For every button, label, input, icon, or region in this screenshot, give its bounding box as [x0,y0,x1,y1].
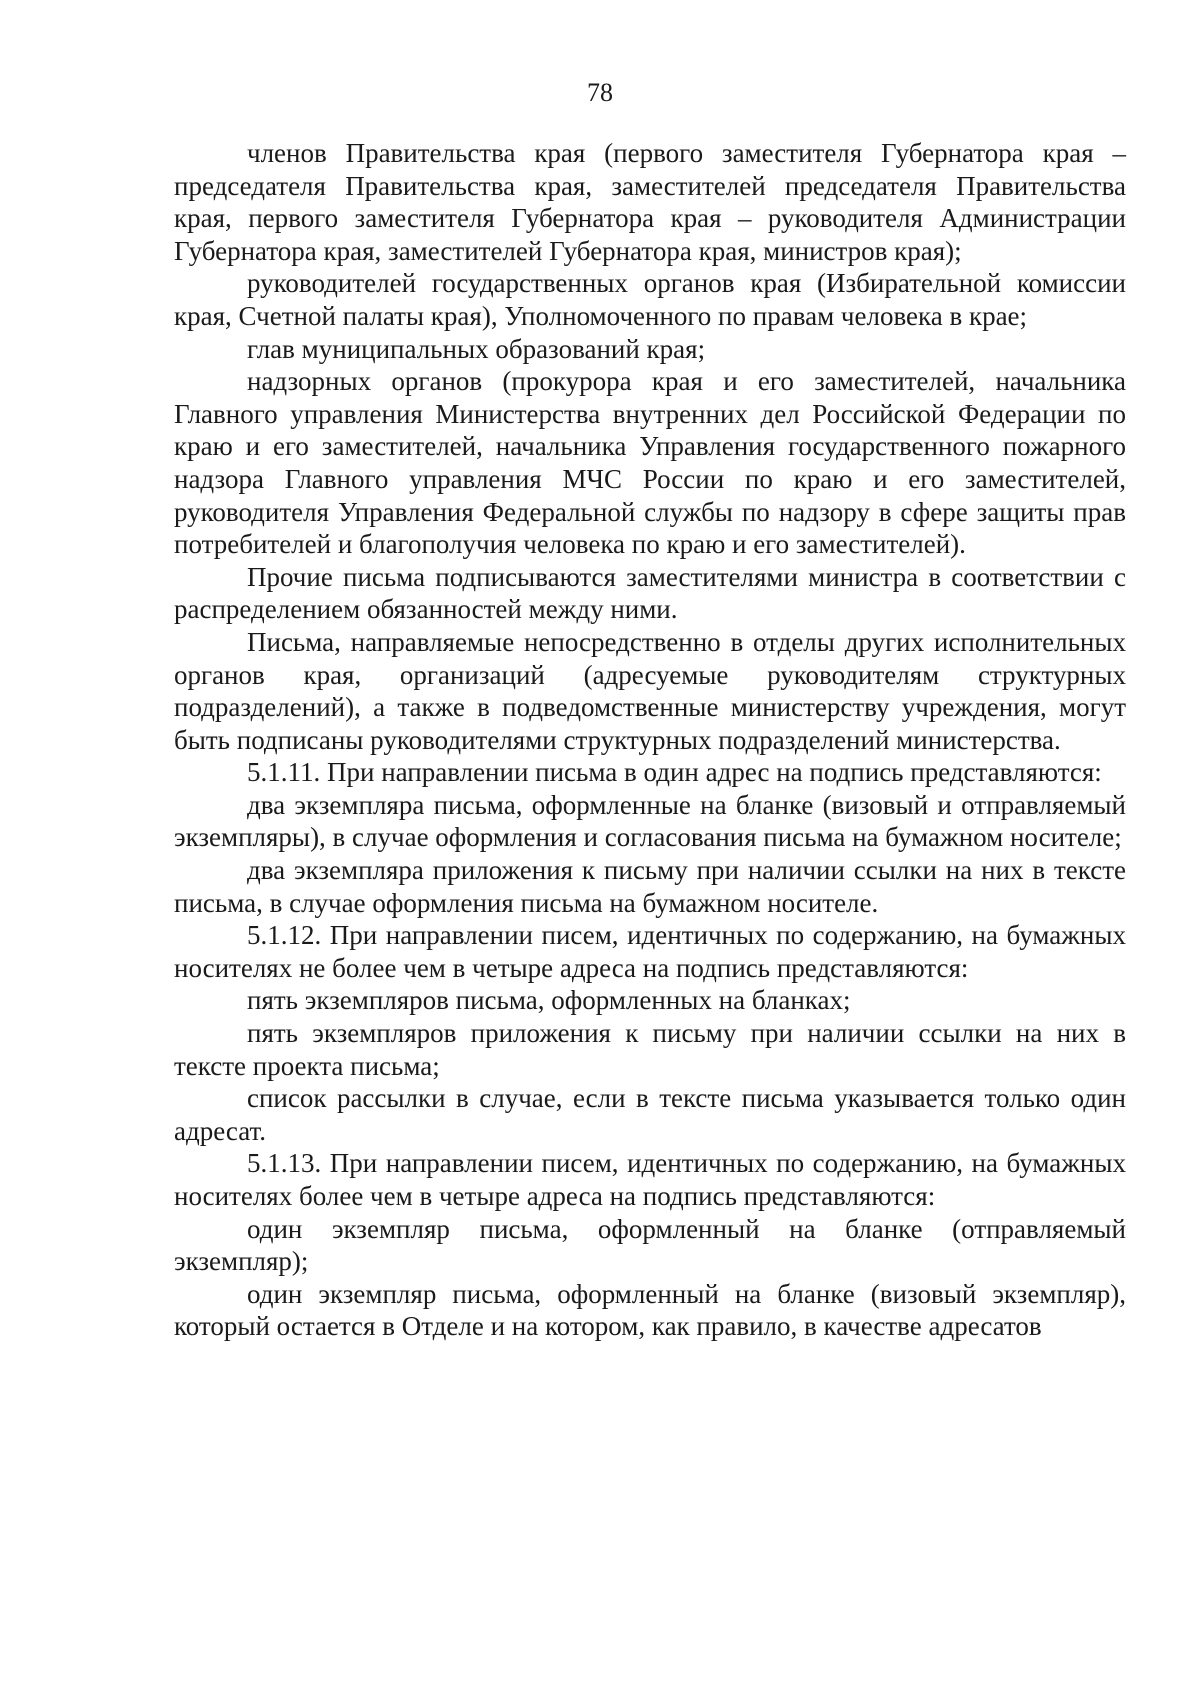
document-body [174,137,1126,1343]
paragraph-heads-of-state-bodies: руководителей государственных органов края (Избирательной комиссии края, Счетной палаты края), Уполномоченного по правам человека в крае; [174,268,1126,331]
paragraph-members-of-government: членов Правительства края (первого заместителя Губернатора края – председателя Правительства края, заместителей председателя Правительства края, первого заместителя Губернатора края – руководителя Администрации Губернатора края, заместителей Губернатора края, министров края); [174,138,1126,266]
paragraph-heads-of-municipalities: глав муниципальных образований края; [247,333,706,364]
paragraph-two-copies-letter: два экземпляра письма, оформленные на бланке (визовый и отправляемый экземпляры), в случае оформления и согласования письма на бумажном носителе; [174,789,1126,853]
paragraph-5-1-13: 5.1.13. При направлении писем, идентичных по содержанию, на бумажных носителях более чем в четыре адреса на подпись представляются: [174,1148,1126,1211]
page-number: 78 [587,78,613,107]
paragraph-other-letters: Прочие письма подписываются заместителями министра в соответствии с распределением обязанностей между ними. [174,561,1126,625]
paragraph-5-1-12: 5.1.12. При направлении писем, идентичных по содержанию, на бумажных носителях не более чем в четыре адреса на подпись представляются: [174,920,1126,983]
paragraph-two-copies-attachment: два экземпляра приложения к письму при наличии ссылки на них в тексте письма, в случае оформления письма на бумажном носителе. [174,855,1126,918]
paragraph-five-copies-letter: пять экземпляров письма, оформленных на бланках; [247,985,851,1016]
paragraph-supervisory-bodies: надзорных органов (прокурора края и его заместителей, начальника Главного управления Министерства внутренних дел Российской Федерации по краю и его заместителей, начальника Управления государственного пожарного надзора Главного управления МЧС России по краю и его заместителей, руководителя Управления Федеральной службы по надзору в сфере защиты прав потребителей и благополучия человека по краю и его заместителей). [174,366,1126,560]
paragraph-distribution-list: список рассылки в случае, если в тексте письма указывается только один адресат. [174,1083,1126,1146]
paragraph-five-copies-attachment: пять экземпляров приложения к письму при наличии ссылки на них в тексте проекта письма; [174,1018,1126,1081]
paragraph-letters-to-departments: Письма, направляемые непосредственно в отделы других исполнительных органов края, организаций (адресуемые руководителям структурных подразделений), а также в подведомственные министерству учреждения, могут быть подписаны руководителями структурных подразделений министерства. [174,626,1126,755]
paragraph-one-copy-sent: один экземпляр письма, оформленный на бланке (отправляемый экземпляр); [174,1213,1126,1277]
paragraph-one-copy-visa: один экземпляр письма, оформленный на бланке (визовый экземпляр), который остается в Отделе и на котором, как правило, в качестве адресатов [174,1278,1126,1342]
paragraph-5-1-11: 5.1.11. При направлении письма в один адрес на подпись представляются: [247,757,1102,788]
